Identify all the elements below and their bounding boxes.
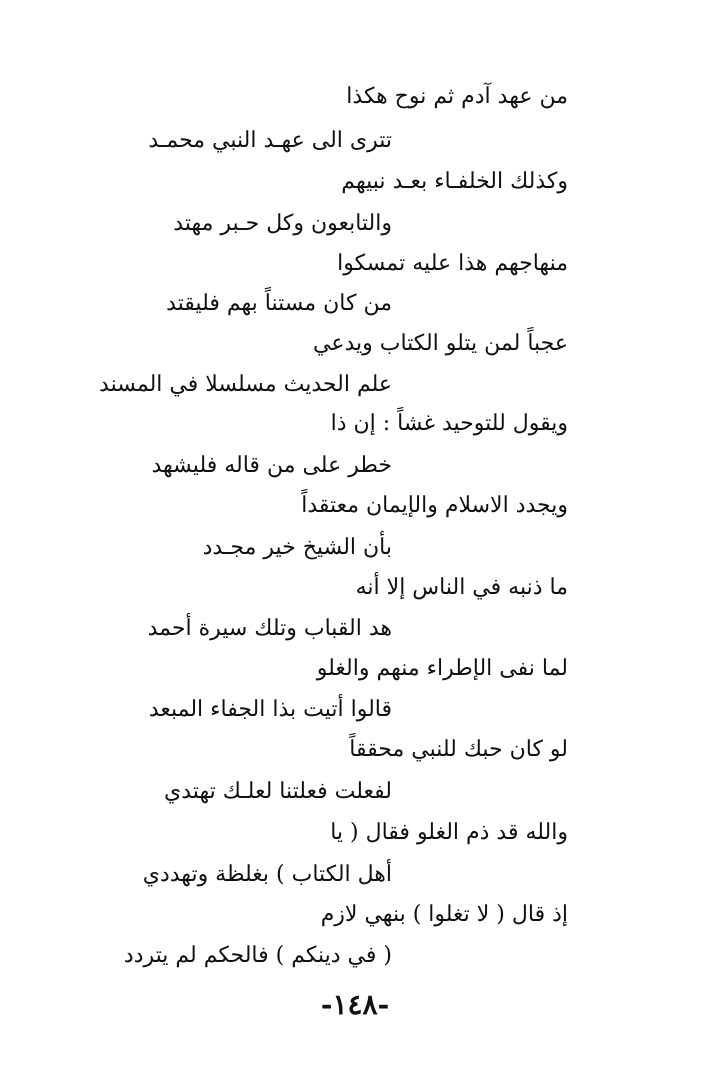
verse-line: منهاجهم هذا عليه تمسكوا <box>337 251 568 276</box>
verse-line: خطر على من قاله فليشهد <box>151 453 392 478</box>
verse-line: تترى الى عهـد النبي محمـد <box>148 128 392 153</box>
page-number: -١٤٨- <box>320 988 390 1021</box>
verse-line: لما نفى الإطراء منهم والغلو <box>316 656 568 681</box>
verse-line: إذ قال ( لا تغلوا ) بنهي لازم <box>320 902 568 927</box>
verse-line: والله قد ذم الغلو فقال ( يا <box>330 820 568 845</box>
verse-line: ( في دينكم ) فالحكم لم يتردد <box>123 943 392 968</box>
verse-line: وكذلك الخلفـاء بعـد نبيهم <box>341 169 568 194</box>
verse-line: أهل الكتاب ) بغلظة وتهددي <box>142 862 392 887</box>
verse-line: عجباً لمن يتلو الكتاب ويدعي <box>313 331 568 356</box>
verse-line: بأن الشيخ خير مجـدد <box>202 535 392 560</box>
verse-line: والتابعون وكل حـبر مهتد <box>173 211 392 236</box>
verse-line: علم الحديث مسلسلا في المسند <box>99 372 392 397</box>
verse-line: قالوا أتيت بذا الجفاء المبعد <box>148 697 392 722</box>
verse-line: ويجدد الاسلام والإيمان معتقداً <box>301 493 568 518</box>
verse-line: هد القباب وتلك سيرة أحمد <box>147 616 392 641</box>
verse-line: لو كان حبك للنبي محققاً <box>349 737 568 762</box>
verse-line: ما ذنبه في الناس إلا أنه <box>355 575 568 600</box>
verse-line: من عهد آدم ثم نوح هكذا <box>346 84 568 109</box>
verse-line: لفعلت فعلتنا لعلـك تهتدي <box>164 779 392 804</box>
verse-line: من كان مستناً بهم فليقتد <box>166 291 392 316</box>
verse-line: ويقول للتوحيد غشاً : إن ذا <box>330 411 568 436</box>
